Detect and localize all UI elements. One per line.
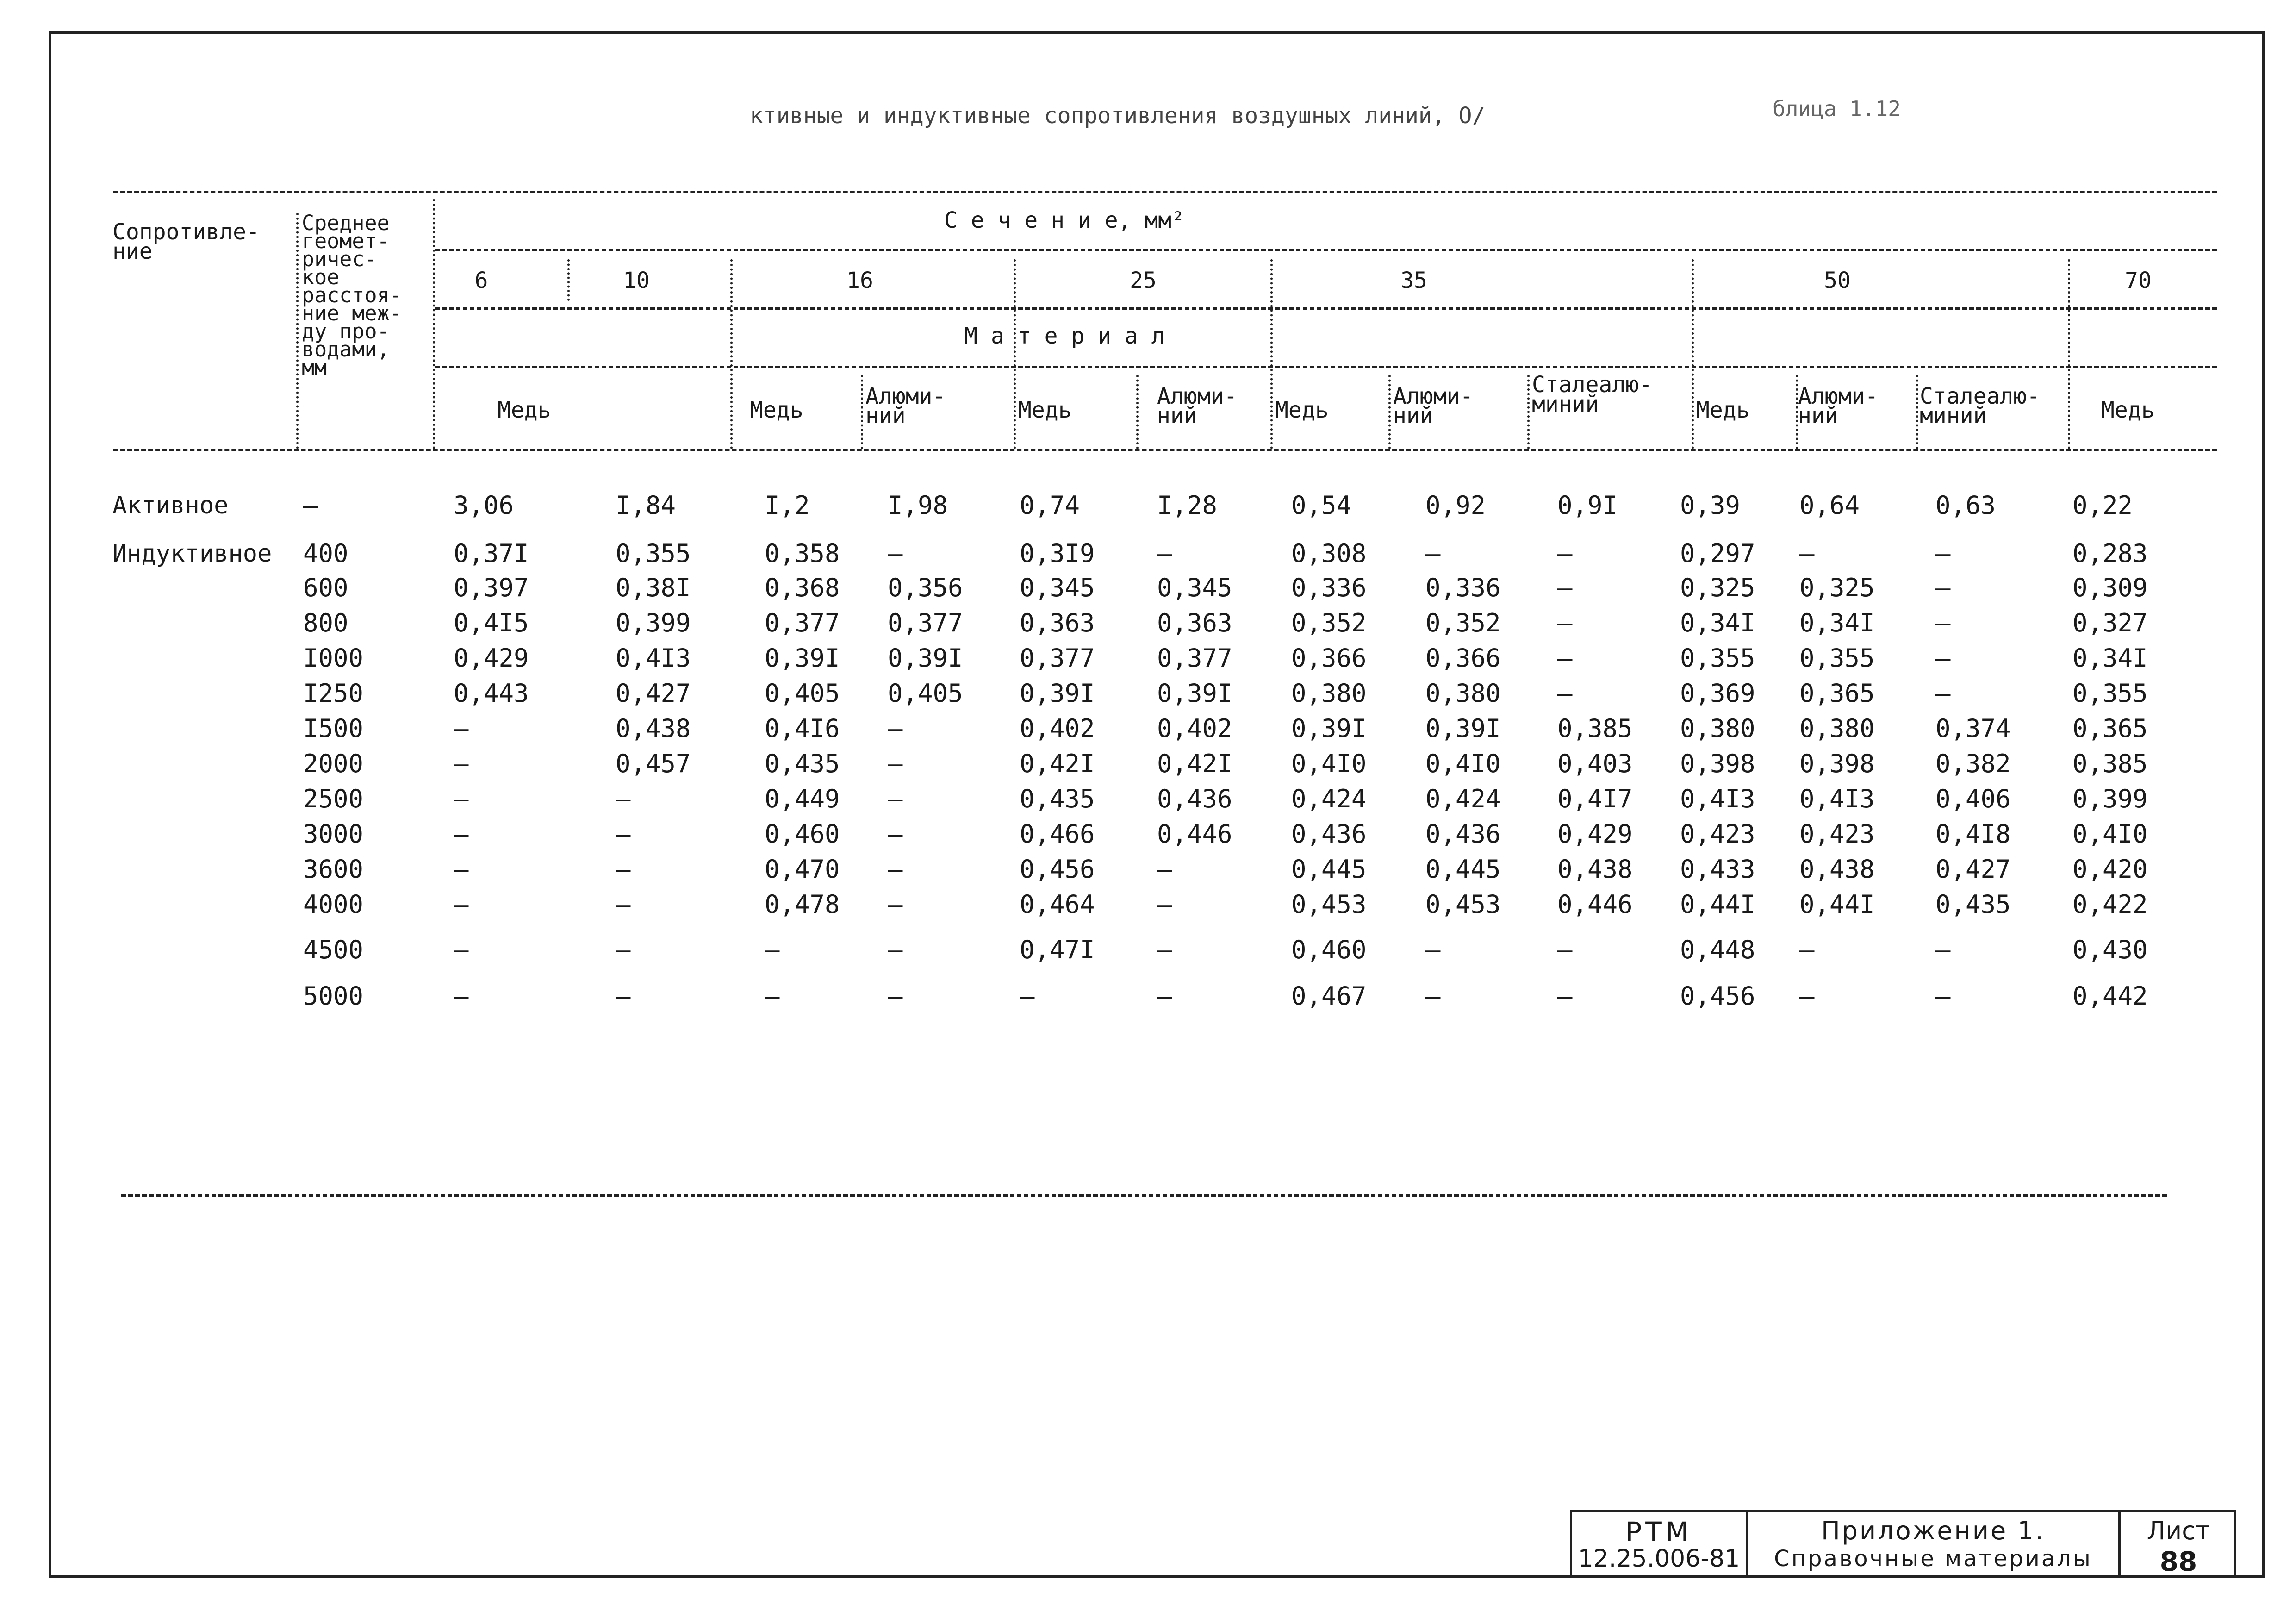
resistance-value: 0,403 — [1557, 749, 1633, 778]
resistance-value: 0,398 — [1680, 749, 1755, 778]
resistance-value: – — [765, 981, 780, 1011]
resistance-value: – — [454, 714, 469, 743]
resistance-value: 0,435 — [765, 749, 840, 778]
resistance-value: 0,405 — [888, 679, 963, 708]
resistance-value: 0,446 — [1157, 819, 1232, 849]
resistance-value: 0,356 — [888, 573, 963, 602]
resistance-value: 0,399 — [616, 608, 691, 637]
resistance-value: 0,423 — [1799, 819, 1875, 849]
resistance-value: 0,397 — [454, 573, 529, 602]
resistance-value: 0,423 — [1680, 819, 1755, 849]
section-size: 6 — [474, 268, 488, 294]
resistance-value: 0,446 — [1557, 890, 1633, 919]
resistance-value: – — [888, 784, 903, 813]
resistance-value: 0,436 — [1291, 819, 1367, 849]
resistance-value: 0,460 — [1291, 935, 1367, 964]
resistance-value: – — [454, 855, 469, 884]
resistance-value: 0,42I — [1157, 749, 1232, 778]
section-header: С е ч е н и е, мм² — [944, 207, 1185, 233]
resistance-value: 0,445 — [1291, 855, 1367, 884]
resistance-value: – — [454, 890, 469, 919]
resistance-value: 0,363 — [1157, 608, 1232, 637]
resistance-value: – — [454, 935, 469, 964]
resistance-value: 0,466 — [1020, 819, 1095, 849]
resistance-value: – — [888, 749, 903, 778]
appendix-title-line2: Справочные материалы — [1774, 1546, 2092, 1572]
section-size: 50 — [1824, 268, 1851, 294]
resistance-value: 0,283 — [2072, 539, 2148, 568]
resistance-value: – — [616, 890, 631, 919]
section-size: 35 — [1400, 268, 1427, 294]
col-separator — [1388, 375, 1391, 449]
document-code-line1: РТМ — [1625, 1516, 1692, 1548]
resistance-value: 0,377 — [1157, 643, 1232, 673]
resistance-value: 0,92 — [1425, 491, 1486, 520]
resistance-value: 0,464 — [1020, 890, 1095, 919]
distance-value: 400 — [303, 539, 348, 568]
resistance-value: – — [1557, 981, 1573, 1011]
resistance-value: 0,4I6 — [765, 714, 840, 743]
resistance-value: – — [1799, 935, 1815, 964]
resistance-value: 0,460 — [765, 819, 840, 849]
resistance-value: 0,44I — [1680, 890, 1755, 919]
document-title: ктивные и индуктивные сопротивления воздушных линий, О/ — [750, 103, 1486, 129]
resistance-value: 0,4I5 — [454, 608, 529, 637]
resistance-value: 0,453 — [1291, 890, 1367, 919]
resistance-value: 0,42I — [1020, 749, 1095, 778]
resistance-value: – — [1935, 573, 1951, 602]
resistance-value: 0,406 — [1935, 784, 2011, 813]
resistance-value: 0,355 — [616, 539, 691, 568]
distance-value: 600 — [303, 573, 348, 602]
resistance-value: 0,39I — [1157, 679, 1232, 708]
resistance-value: 0,478 — [765, 890, 840, 919]
distance-value: 4500 — [303, 935, 364, 964]
material-label: Сталеалю- миний — [1920, 383, 2041, 429]
resistance-value: 0,399 — [2072, 784, 2148, 813]
document-code-cell — [1572, 1512, 1748, 1575]
resistance-value: 0,34I — [1680, 608, 1755, 637]
material-label: Медь — [2101, 397, 2155, 423]
resistance-value: – — [1557, 573, 1573, 602]
resistance-value: 0,38I — [616, 573, 691, 602]
distance-value: 4000 — [303, 890, 364, 919]
distance-value: 2500 — [303, 784, 364, 813]
material-label: Алюми- ний — [865, 383, 946, 429]
resistance-value: – — [454, 819, 469, 849]
resistance-value: I,2 — [765, 491, 810, 520]
resistance-value: 0,445 — [1425, 855, 1501, 884]
resistance-value: – — [888, 539, 903, 568]
resistance-value: 0,369 — [1680, 679, 1755, 708]
resistance-value: 0,380 — [1425, 679, 1501, 708]
resistance-value: 0,54 — [1291, 491, 1352, 520]
resistance-value: 0,297 — [1680, 539, 1755, 568]
appendix-title-cell — [1748, 1512, 2121, 1575]
resistance-value: 0,448 — [1680, 935, 1755, 964]
col-separator — [433, 199, 435, 449]
col-separator — [1136, 375, 1139, 449]
resistance-value: – — [1557, 935, 1573, 964]
distance-value: 3600 — [303, 855, 364, 884]
resistance-value: – — [454, 981, 469, 1011]
resistance-value: 0,368 — [765, 573, 840, 602]
resistance-value: 0,39I — [888, 643, 963, 673]
resistance-value: 0,436 — [1425, 819, 1501, 849]
resistance-value: 0,325 — [1680, 573, 1755, 602]
resistance-value: – — [1935, 679, 1951, 708]
resistance-value: – — [1557, 539, 1573, 568]
resistance-value: 0,429 — [454, 643, 529, 673]
resistance-value: – — [1425, 539, 1441, 568]
resistance-value: 0,365 — [2072, 714, 2148, 743]
resistance-value: 0,453 — [1425, 890, 1501, 919]
title-block — [1570, 1510, 2236, 1577]
resistance-value: – — [1157, 935, 1172, 964]
resistance-value: 0,9I — [1557, 491, 1618, 520]
resistance-value: 0,37I — [454, 539, 529, 568]
section-size: 25 — [1130, 268, 1157, 294]
resistance-value: 0,385 — [1557, 714, 1633, 743]
resistance-value: 0,336 — [1291, 573, 1367, 602]
resistance-value: 0,438 — [616, 714, 691, 743]
resistance-value: 0,427 — [616, 679, 691, 708]
distance-value: I500 — [303, 714, 364, 743]
resistance-value: 0,449 — [765, 784, 840, 813]
resistance-value: 0,4I3 — [1799, 784, 1875, 813]
resistance-value: 0,424 — [1291, 784, 1367, 813]
resistance-value: 0,420 — [2072, 855, 2148, 884]
resistance-value: I,84 — [616, 491, 676, 520]
resistance-value: – — [1157, 890, 1172, 919]
resistance-value: – — [888, 935, 903, 964]
resistance-value: – — [1157, 539, 1172, 568]
resistance-value: – — [616, 981, 631, 1011]
resistance-column-header: Сопротивле- ние — [112, 219, 260, 264]
resistance-value: 0,422 — [2072, 890, 2148, 919]
resistance-value: – — [1799, 539, 1815, 568]
resistance-value: – — [616, 784, 631, 813]
resistance-value: – — [1157, 855, 1172, 884]
distance-value: I000 — [303, 643, 364, 673]
resistance-value: 0,47I — [1020, 935, 1095, 964]
resistance-value: 0,366 — [1425, 643, 1501, 673]
material-label: Медь — [1275, 397, 1329, 423]
resistance-value: 0,4I0 — [2072, 819, 2148, 849]
resistance-value: 0,63 — [1935, 491, 1996, 520]
material-label: Сталеалю- миний — [1532, 372, 1653, 417]
distance-column-header: Среднее геомет- ричес- кое расстоя- ние меж- ду про- водами, мм — [302, 211, 402, 380]
material-label: Алюми- ний — [1798, 383, 1879, 429]
resistance-value: 0,467 — [1291, 981, 1367, 1011]
resistance-value: – — [888, 714, 903, 743]
resistance-value: 0,345 — [1157, 573, 1232, 602]
resistance-value: – — [616, 855, 631, 884]
document-code-line2: 12.25.006-81 — [1578, 1545, 1740, 1573]
resistance-value: 0,366 — [1291, 643, 1367, 673]
resistance-value: 0,433 — [1680, 855, 1755, 884]
resistance-value: – — [1425, 981, 1441, 1011]
resistance-value: 0,456 — [1680, 981, 1755, 1011]
resistance-value: – — [454, 784, 469, 813]
resistance-value: 0,4I0 — [1425, 749, 1501, 778]
resistance-value: 0,430 — [2072, 935, 2148, 964]
resistance-value: 0,380 — [1680, 714, 1755, 743]
col-separator — [296, 213, 299, 449]
resistance-value: – — [1557, 643, 1573, 673]
resistance-value: 0,327 — [2072, 608, 2148, 637]
resistance-value: 0,436 — [1157, 784, 1232, 813]
resistance-value: 0,398 — [1799, 749, 1875, 778]
material-rule — [435, 366, 2217, 368]
distance-value: – — [303, 491, 318, 520]
material-label: Алюми- ний — [1393, 383, 1474, 429]
resistance-value: 0,352 — [1425, 608, 1501, 637]
row-label: Активное — [112, 492, 229, 519]
sheet-number: 88 — [2159, 1546, 2197, 1577]
resistance-value: 0,429 — [1557, 819, 1633, 849]
resistance-value: – — [1557, 679, 1573, 708]
resistance-value: 0,39I — [1291, 714, 1367, 743]
resistance-value: – — [1935, 539, 1951, 568]
resistance-value: – — [1935, 981, 1951, 1011]
resistance-value: I,98 — [888, 491, 948, 520]
resistance-value: 0,4I7 — [1557, 784, 1633, 813]
resistance-value: – — [1799, 981, 1815, 1011]
resistance-value: 0,402 — [1157, 714, 1232, 743]
resistance-value: 0,402 — [1020, 714, 1095, 743]
resistance-value: 0,74 — [1020, 491, 1080, 520]
resistance-value: 0,39I — [1425, 714, 1501, 743]
resistance-value: 0,365 — [1799, 679, 1875, 708]
resistance-value: 0,336 — [1425, 573, 1501, 602]
resistance-value: 0,358 — [765, 539, 840, 568]
resistance-value: 0,457 — [616, 749, 691, 778]
distance-value: 3000 — [303, 819, 364, 849]
resistance-value: – — [1157, 981, 1172, 1011]
section-size: 16 — [846, 268, 873, 294]
resistance-value: 0,309 — [2072, 573, 2148, 602]
resistance-value: – — [616, 819, 631, 849]
resistance-value: – — [454, 749, 469, 778]
sheet-label: Лист — [2147, 1516, 2210, 1545]
table-number: блица 1.12 — [1773, 96, 1901, 121]
resistance-value: 0,438 — [1557, 855, 1633, 884]
section-values-rule — [435, 307, 2217, 310]
resistance-value: 0,377 — [1020, 643, 1095, 673]
resistance-value: – — [888, 855, 903, 884]
resistance-value: 0,382 — [1935, 749, 2011, 778]
resistance-value: 0,4I3 — [1680, 784, 1755, 813]
section-size: 10 — [623, 268, 650, 294]
resistance-value: 0,380 — [1291, 679, 1367, 708]
resistance-value: 0,39I — [1020, 679, 1095, 708]
resistance-value: 0,4I3 — [616, 643, 691, 673]
resistance-value: 0,405 — [765, 679, 840, 708]
sheet-number-cell — [2121, 1512, 2236, 1575]
resistance-value: 0,377 — [888, 608, 963, 637]
resistance-value: – — [1935, 935, 1951, 964]
material-label: Медь — [1018, 397, 1072, 423]
resistance-value: 0,377 — [765, 608, 840, 637]
row-label: Индуктивное — [112, 540, 272, 568]
resistance-value: 0,355 — [2072, 679, 2148, 708]
resistance-value: – — [888, 890, 903, 919]
resistance-value: 0,427 — [1935, 855, 2011, 884]
resistance-value: 0,380 — [1799, 714, 1875, 743]
resistance-value: – — [765, 935, 780, 964]
col-separator — [861, 375, 863, 449]
resistance-value: I,28 — [1157, 491, 1218, 520]
resistance-value: 0,435 — [1935, 890, 2011, 919]
header-bottom-rule — [113, 449, 2217, 451]
resistance-value: 0,435 — [1020, 784, 1095, 813]
resistance-value: 0,424 — [1425, 784, 1501, 813]
distance-value: I250 — [303, 679, 364, 708]
resistance-value: – — [616, 935, 631, 964]
resistance-value: 0,438 — [1799, 855, 1875, 884]
distance-value: 5000 — [303, 981, 364, 1011]
resistance-value: – — [888, 981, 903, 1011]
material-label: Алюми- ний — [1157, 383, 1238, 429]
resistance-value: 0,308 — [1291, 539, 1367, 568]
material-label: Медь — [498, 397, 551, 423]
resistance-value: 0,355 — [1799, 643, 1875, 673]
resistance-value: 0,22 — [2072, 491, 2133, 520]
appendix-title-line1: Приложение 1. — [1821, 1516, 2045, 1545]
section-size: 70 — [2125, 268, 2152, 294]
distance-value: 2000 — [303, 749, 364, 778]
resistance-value: 0,470 — [765, 855, 840, 884]
resistance-value: 0,385 — [2072, 749, 2148, 778]
resistance-value: – — [1935, 643, 1951, 673]
resistance-value: – — [1935, 608, 1951, 637]
resistance-value: 0,363 — [1020, 608, 1095, 637]
resistance-value: 0,374 — [1935, 714, 2011, 743]
material-label: Медь — [1696, 397, 1750, 423]
resistance-value: 0,456 — [1020, 855, 1095, 884]
resistance-value: 0,352 — [1291, 608, 1367, 637]
resistance-value: 0,39 — [1680, 491, 1741, 520]
resistance-value: – — [888, 819, 903, 849]
resistance-value: 0,4I8 — [1935, 819, 2011, 849]
resistance-value: 0,39I — [765, 643, 840, 673]
resistance-value: 0,443 — [454, 679, 529, 708]
resistance-value: – — [1020, 981, 1035, 1011]
resistance-value: 0,64 — [1799, 491, 1860, 520]
resistance-value: 3,06 — [454, 491, 514, 520]
resistance-value: 0,355 — [1680, 643, 1755, 673]
resistance-value: 0,44I — [1799, 890, 1875, 919]
material-label: Медь — [750, 397, 803, 423]
resistance-value: 0,34I — [2072, 643, 2148, 673]
resistance-value: 0,3I9 — [1020, 539, 1095, 568]
col-separator — [1527, 375, 1530, 449]
section-rule — [435, 249, 2217, 251]
table-bottom-rule — [121, 1194, 2167, 1197]
distance-value: 800 — [303, 608, 348, 637]
resistance-value: – — [1425, 935, 1441, 964]
col-separator — [1916, 375, 1918, 449]
resistance-value: 0,345 — [1020, 573, 1095, 602]
resistance-value: 0,442 — [2072, 981, 2148, 1011]
resistance-value: 0,325 — [1799, 573, 1875, 602]
material-header: М а т е р и а л — [964, 323, 1165, 349]
resistance-value: 0,4I0 — [1291, 749, 1367, 778]
resistance-value: 0,34I — [1799, 608, 1875, 637]
table-top-rule — [113, 191, 2217, 193]
resistance-value: – — [1557, 608, 1573, 637]
